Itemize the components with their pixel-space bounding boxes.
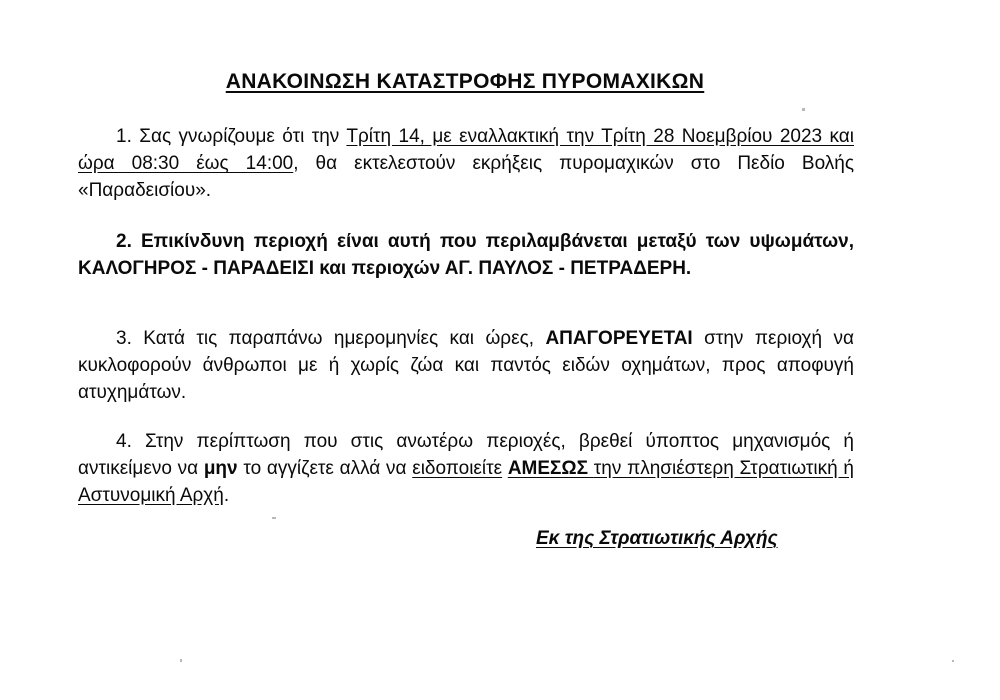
paragraph-3 <box>78 325 854 406</box>
paragraph-4-immediately: ΑΜΕΣΩΣ <box>507 458 589 479</box>
paragraph-4-notify: ειδοποιείτε <box>412 458 503 479</box>
paragraph-4 <box>78 428 854 509</box>
paragraph-3-lead: 3. Κατά τις παραπάνω ημερομηνίες και ώρες, <box>116 328 546 349</box>
paragraph-1-dates: Τρίτη 14, με εναλλακτική την Τρίτη 28 Νοεμβρίου 2023 και ώρα 08:30 έως 14:00 <box>78 126 854 174</box>
document-title <box>0 70 1000 94</box>
paragraph-4-do-not: μην <box>203 458 238 479</box>
paragraph-1-lead: 1. Σας γνωρίζουμε ότι την <box>116 126 347 147</box>
paragraph-3-prohibited: ΑΠΑΓΟΡΕΥΕΤΑΙ <box>545 328 693 349</box>
paragraph-4-end: . <box>223 485 230 506</box>
document-title-text: ΑΝΑΚΟΙΝΩΣΗ ΚΑΤΑΣΤΡΟΦΗΣ ΠΥΡΟΜΑΧΙΚΩΝ <box>225 70 705 93</box>
paragraph-2 <box>78 228 854 282</box>
paragraph-4-lead: 4. Στην περίπτωση που στις ανωτέρω περιοχές, βρεθεί ύποπτος μηχανισμός ή αντικείμενο να <box>78 431 854 479</box>
paragraph-1 <box>78 123 854 204</box>
paragraph-4-mid: το αγγίζετε αλλά να <box>237 458 413 479</box>
scan-speck <box>802 108 805 111</box>
paragraph-1-rest: , θα εκτελεστούν εκρήξεις πυρομαχικών στο Πεδίο Βολής «Παραδεισίου». <box>78 153 854 201</box>
paragraph-2-text: 2. Επικίνδυνη περιοχή είναι αυτή που περιλαμβάνεται μεταξύ των υψωμάτων, ΚΑΛΟΓΗΡΟΣ - ΠΑΡΑΔΕΙΣΙ και περιοχών ΑΓ. ΠΑΥΛΟΣ - ΠΕΤΡΑΔΕΡΗ. <box>78 231 854 279</box>
paragraph-3-rest: στην περιοχή να κυκλοφορούν άνθρωποι με ή χωρίς ζώα και παντός ειδών οχημάτων, προς αποφυγή ατυχημάτων. <box>78 328 854 403</box>
scan-speck <box>272 517 276 519</box>
paragraph-4-authority: την πλησιέστερη Στρατιωτική ή Αστυνομική Αρχή <box>78 458 854 506</box>
signature: Εκ της Στρατιωτικής Αρχής <box>536 528 778 549</box>
scan-speck <box>180 659 182 662</box>
scan-speck <box>952 660 954 662</box>
